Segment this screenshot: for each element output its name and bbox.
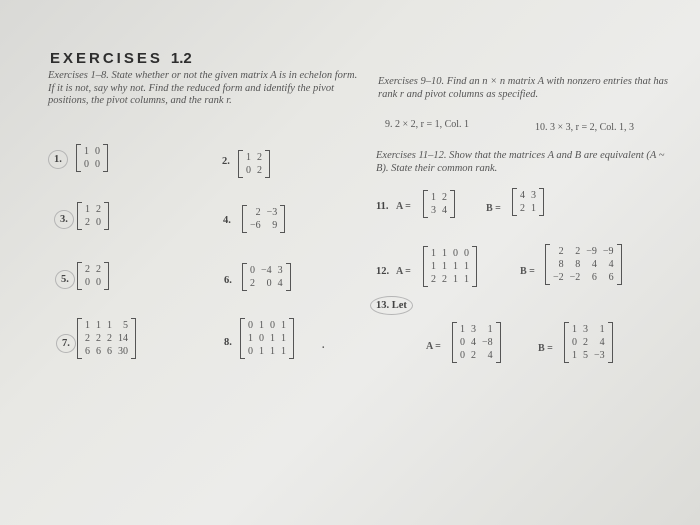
matrix-row [550,245,617,258]
matrix-entries [428,247,472,286]
exercise-3-label: 3. [54,210,74,229]
matrix-entry: 3 [583,324,588,335]
matrix-row [569,323,608,336]
matrix-entry: 2 [257,152,262,163]
exercise-6-label: 6. [224,275,232,286]
matrix-ex2 [238,150,270,178]
matrix-entry: 6 [608,272,614,283]
matrix-row [245,319,289,332]
matrix-entry: 2 [85,333,90,344]
matrix-row [81,158,103,171]
exercise-7-label: 7. [56,334,76,353]
instructions-1-8: Exercises 1–8. State whether or not the given matrix A is in echelon form. If it is not, say why not. Find the reduced form and identify the pivot positions, the pivot columns, and the rank r. [48,70,358,106]
matrix-entries [245,319,289,358]
matrix-entries [428,191,450,217]
exercise-13-label: 13. Let [370,296,413,315]
matrix-row [82,203,104,216]
matrix-entry: 6 [85,346,90,357]
matrix-entry: 2 [442,192,447,203]
exercise-1-label: 1. [48,150,68,169]
matrix-entry: 0 [248,320,253,331]
matrix-ex3 [77,202,109,230]
matrix-entry: −3 [594,350,605,361]
matrix-ex12-b [545,244,622,285]
matrix-entry: 4 [487,350,493,361]
matrix-entry: 0 [464,248,469,259]
matrix-entry: 4 [442,205,447,216]
ex12-b-eq: B = [520,266,535,277]
matrix-entry: 2 [96,333,101,344]
exercise-5-label: 5. [55,270,75,289]
ex11-b-eq: B = [486,203,501,214]
matrix-ex1 [76,144,108,172]
matrix-row [517,202,539,215]
matrix-entry: 6 [107,346,112,357]
matrix-entry: 2 [107,333,112,344]
matrix-entry: 1 [248,333,253,344]
matrix-entry: 1 [259,346,264,357]
matrix-ex5 [77,262,109,290]
matrix-entries [82,203,104,229]
matrix-entry: 2 [583,337,588,348]
matrix-entry: 4 [591,259,597,270]
matrix-row [428,191,450,204]
matrix-entry: 0 [85,277,90,288]
matrix-entry: 1 [85,320,90,331]
matrix-row [428,204,450,217]
matrix-entry: 8 [575,259,581,270]
matrix-entry: 1 [464,274,469,285]
matrix-entry: 0 [96,217,101,228]
matrix-entries [82,319,131,358]
exercise-11-label: 11. [376,201,389,212]
ex13-b-eq: B = [538,343,553,354]
matrix-row [82,345,131,358]
exercise-4-label: 4. [223,215,231,226]
matrix-entry: 0 [572,337,577,348]
ex8-period: . [322,340,325,351]
matrix-row [428,247,472,260]
matrix-entry: −8 [482,337,493,348]
matrix-entry: 4 [599,337,605,348]
matrix-entries [457,323,496,362]
matrix-row [428,260,472,273]
matrix-row [243,151,265,164]
matrix-entry: 0 [95,146,100,157]
matrix-row [243,164,265,177]
matrix-entry: 30 [118,346,128,357]
matrix-row [82,263,104,276]
matrix-row [245,332,289,345]
matrix-entries [247,264,286,290]
matrix-entry: 1 [270,346,275,357]
matrix-entry: 2 [96,264,101,275]
exercise-10: 10. 3 × 3, r = 2, Col. 1, 3 [535,122,635,133]
matrix-entry: 4 [608,259,614,270]
matrix-row [82,319,131,332]
matrix-entry: 2 [96,204,101,215]
exercise-9: 9. 2 × 2, r = 1, Col. 1 [385,119,470,130]
matrix-row [457,323,496,336]
matrix-entry: 9 [272,220,278,231]
matrix-entry: 6 [591,272,597,283]
matrix-ex13-b [564,322,613,363]
matrix-entry: 2 [442,274,447,285]
matrix-entry: 1 [259,320,264,331]
matrix-entry: 1 [431,248,436,259]
matrix-entry: 8 [558,259,564,270]
matrix-ex12-a [423,246,477,287]
exercise-2-label: 2. [222,156,230,167]
matrix-entry: 2 [431,274,436,285]
matrix-entry: −2 [553,272,564,283]
matrix-entry: −6 [250,220,261,231]
matrix-ex11-b [512,188,544,216]
exercises-heading [50,50,192,67]
matrix-entry: 0 [259,333,264,344]
matrix-entry: 1 [531,203,536,214]
matrix-row [245,345,289,358]
matrix-entry: 4 [277,278,283,289]
matrix-row [457,336,496,349]
matrix-ex11-a [423,190,455,218]
matrix-row [517,189,539,202]
matrix-row [82,332,131,345]
matrix-row [247,277,286,290]
matrix-entry: 1 [464,261,469,272]
matrix-entry: 0 [84,159,89,170]
matrix-entry: 1 [453,274,458,285]
exercise-8-label: 8. [224,337,232,348]
matrix-entry: 1 [107,320,112,331]
matrix-entry: 0 [460,337,465,348]
matrix-entry: 1 [442,248,447,259]
matrix-entry: 3 [531,190,536,201]
matrix-row [550,271,617,284]
matrix-entries [247,206,280,232]
matrix-entry: 0 [460,350,465,361]
matrix-entry: 3 [431,205,436,216]
matrix-entry: 2 [575,246,581,257]
matrix-entry: 5 [123,320,128,331]
matrix-entry: 2 [257,165,262,176]
matrix-row [569,336,608,349]
matrix-entry: 1 [281,333,286,344]
matrix-entry: 0 [270,320,275,331]
matrix-row [247,219,280,232]
matrix-entry: 0 [246,165,251,176]
matrix-entry: 2 [520,203,525,214]
matrix-entry: 4 [471,337,476,348]
matrix-entry: 5 [583,350,588,361]
matrix-row [82,276,104,289]
matrix-entry: 1 [84,146,89,157]
matrix-entries [81,145,103,171]
matrix-entry: 2 [255,207,261,218]
matrix-entry: 1 [270,333,275,344]
matrix-ex8 [240,318,294,359]
instructions-9-10: Exercises 9–10. Find an n × n matrix A with nonzero entries that has rank r and pivot columns as specified. [378,76,668,100]
matrix-entry: 2 [85,217,90,228]
matrix-entry: 3 [471,324,476,335]
matrix-row [247,264,286,277]
matrix-entry: 1 [431,192,436,203]
matrix-entry: −9 [602,246,614,257]
matrix-row [428,273,472,286]
matrix-entry: 1 [281,320,286,331]
matrix-entry: 2 [85,264,90,275]
matrix-row [457,349,496,362]
matrix-entry: −4 [261,265,272,276]
matrix-entry: 1 [487,324,493,335]
matrix-entry: 0 [453,248,458,259]
matrix-entries [569,323,608,362]
matrix-entry: −9 [586,246,597,257]
matrix-entry: −2 [569,272,581,283]
matrix-entry: 1 [85,204,90,215]
matrix-entry: 1 [246,152,251,163]
matrix-entry: 0 [96,277,101,288]
matrix-row [82,216,104,229]
matrix-entry: 1 [442,261,447,272]
matrix-entry: 1 [431,261,436,272]
matrix-row [550,258,617,271]
matrix-ex4 [242,205,285,233]
matrix-entry: 1 [572,350,577,361]
matrix-entries [243,151,265,177]
ex13-a-eq: A = [426,341,441,352]
heading-section: 1.2 [170,50,192,67]
matrix-entry: 0 [266,278,272,289]
ex11-a-eq: A = [396,201,411,212]
matrix-entry: 4 [520,190,525,201]
instructions-11-12: Exercises 11–12. Show that the matrices A and B are equivalent (A ~ B). State their common rank. [376,150,665,174]
matrix-entry: 0 [248,346,253,357]
matrix-row [81,145,103,158]
matrix-row [247,206,280,219]
matrix-entry: 3 [277,265,283,276]
matrix-entry: 1 [453,261,458,272]
ex12-a-eq: A = [396,266,411,277]
matrix-entry: −3 [266,207,278,218]
matrix-ex6 [242,263,291,291]
matrix-row [569,349,608,362]
matrix-entry: 2 [250,278,255,289]
matrix-entry: 1 [572,324,577,335]
heading-title: EXERCISES [50,50,163,67]
matrix-entries [517,189,539,215]
matrix-ex13-a [452,322,501,363]
matrix-entry: 0 [95,159,100,170]
matrix-entry: 2 [558,246,564,257]
matrix-entry: 2 [471,350,476,361]
matrix-entry: 14 [118,333,128,344]
matrix-entry: 1 [599,324,605,335]
matrix-entry: 1 [460,324,465,335]
matrix-entry: 1 [96,320,101,331]
matrix-entry: 0 [250,265,255,276]
matrix-entries [82,263,104,289]
matrix-entry: 6 [96,346,101,357]
exercise-12-label: 12. [376,266,390,277]
matrix-entries [550,245,617,284]
matrix-ex7 [77,318,136,359]
matrix-entry: 1 [281,346,286,357]
